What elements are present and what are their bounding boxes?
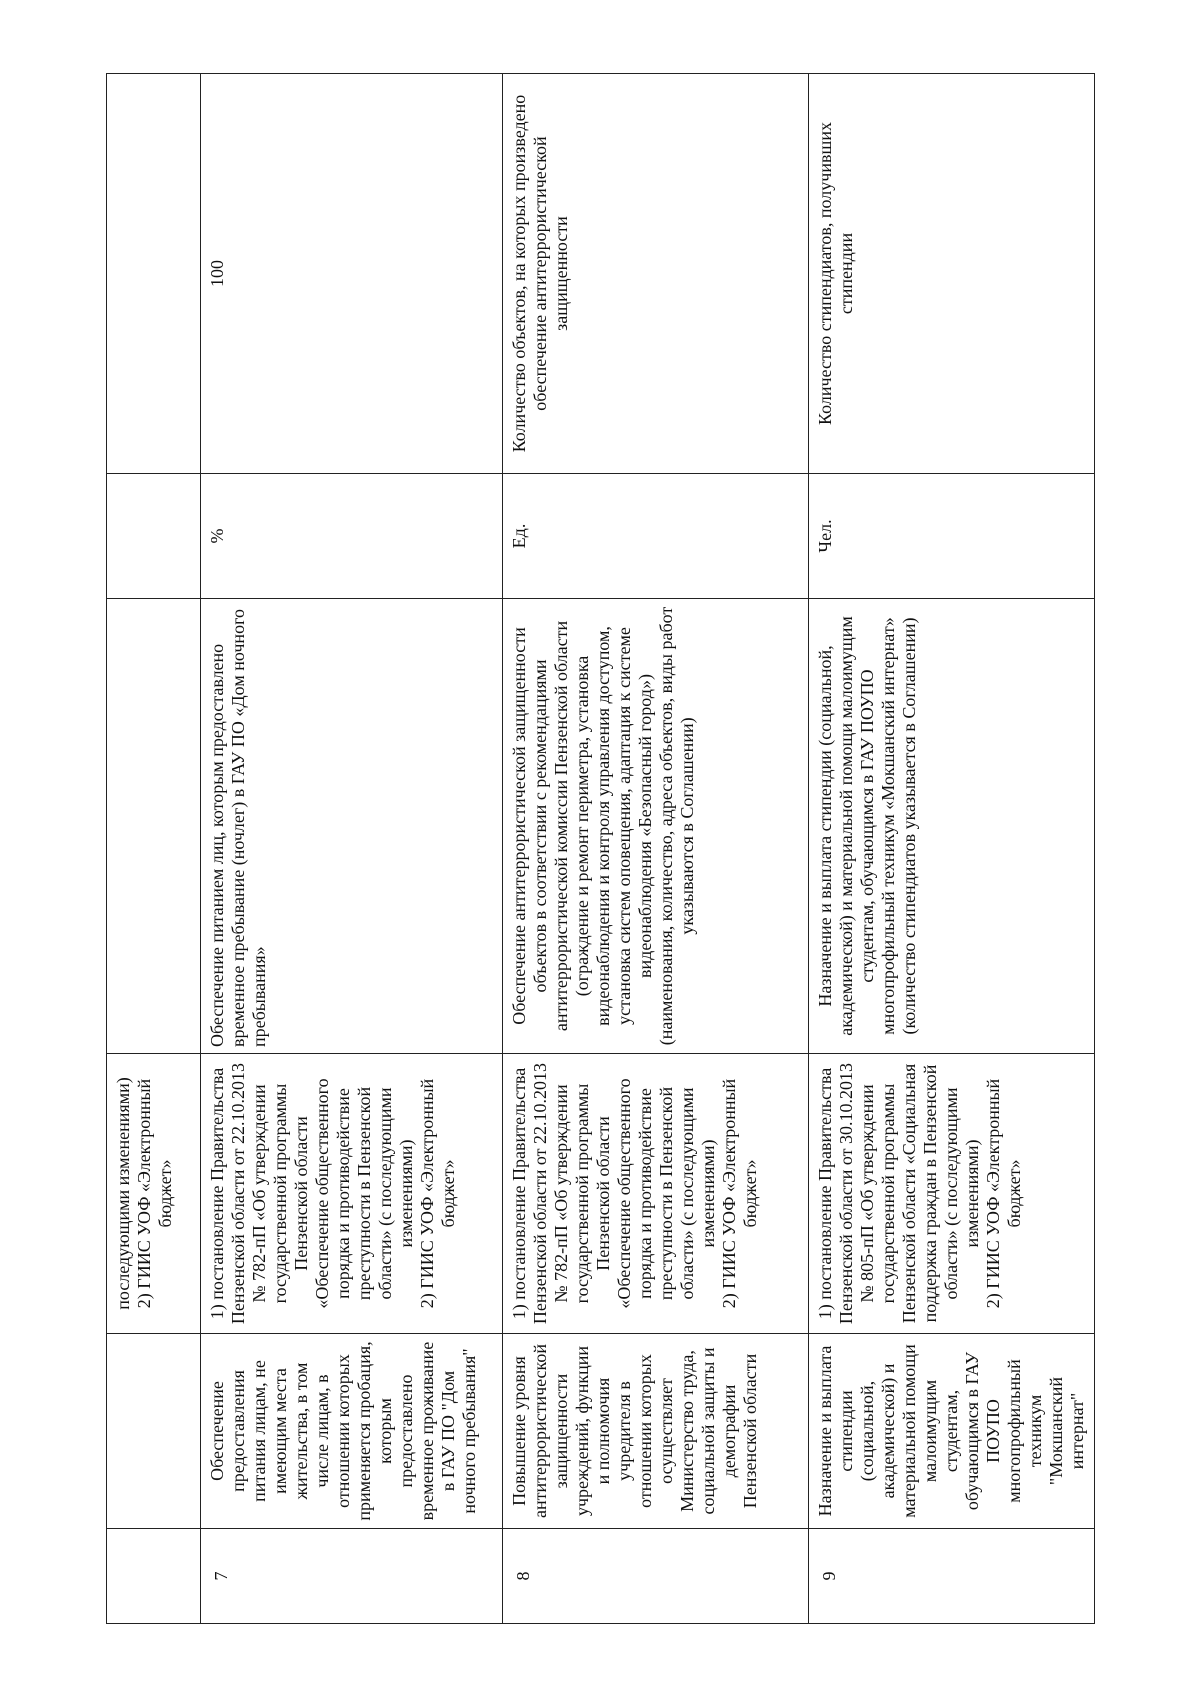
indicator-value-cell: 100 (201, 74, 503, 474)
description-text: Обеспечение антитеррористической защищенности объектов в соответствии с рекомендациями антитеррористической комиссии Пензенской области (ограждение и ремонт периметра, установка видеонаблюдения и контроля управления доступом, установка систем оповещения, адаптация к системе видеонаблюдения «Безопасный город») (наименования, количество, адреса объектов, виды работ указываются в Соглашении) (509, 606, 697, 1046)
measure-name-cell (107, 1334, 201, 1529)
legal-basis-cell (107, 1054, 201, 1334)
legal-basis-cell (809, 1054, 1095, 1334)
row-number-cell: 9 (809, 1529, 1095, 1624)
description-cell (503, 599, 809, 1054)
table-row (503, 74, 809, 1624)
unit-cell: Ед. (503, 474, 809, 599)
row-number-cell: 8 (503, 1529, 809, 1624)
unit-cell: Чел. (809, 474, 1095, 599)
legal-basis-text: 1) постановление Правительства Пензенской области от 30.10.2013 № 805-пП «Об утверждении государственной программы Пензенской области «Социальная поддержка граждан в Пензенской области» (с последующими изменениями) 2) ГИИС УОФ «Электронный бюджет» (815, 1062, 1024, 1325)
table-row (201, 74, 503, 1624)
table-row (107, 74, 201, 1624)
measure-name-cell: Обеспечение предоставления питания лицам, не имеющим места жительства, в том числе лицам, в отношении которых применяется пробация, которым предоставлено временное проживание в ГАУ ПО "Дом ночного пребывания" (201, 1334, 503, 1529)
program-measures-table (106, 73, 1095, 1624)
description-cell: Назначение и выплата стипендии (социальной, академической) и материальной помощи малоимущим студентам, обучающимся в ГАУ ПОУПО многопрофильный техникум «Мокшанский интернат» (количество стипендиатов указывается в Соглашении) (809, 599, 1095, 1054)
unit-cell (107, 474, 201, 599)
measure-name-cell: Назначение и выплата стипендии (социальной, академической) и материальной помощи малоимущим студентам, обучающимся в ГАУ ПОУПО многопрофильный техникум "Мокшанский интернат" (809, 1334, 1095, 1529)
indicator-value-cell: Количество объектов, на которых произведено обеспечение антитеррористической защищенности (503, 74, 809, 474)
indicator-value-cell (107, 74, 201, 474)
legal-basis-text: 1) постановление Правительства Пензенской области от 22.10.2013 № 782-пП «Об утверждении государственной программы Пензенской области «Обеспечение общественного порядка и противодействие преступности в Пензенской области» (с последующими изменениями) 2) ГИИС УОФ «Электронный бюджет» (509, 1062, 760, 1325)
description-cell: Обеспечение питанием лиц, которым предоставлено временное пребывание (ночлег) в ГАУ ПО «Дом ночного пребывания» (201, 599, 503, 1054)
legal-basis-cell (201, 1054, 503, 1334)
legal-basis-text: последующими изменениями) 2) ГИИС УОФ «Электронный бюджет» (113, 1077, 175, 1310)
measure-name-cell: Повышение уровня антитеррористической защищенности учреждений, функции и полномочия учредителя в отношении которых осуществляет Министерство труда, социальной защиты и демографии Пензенской области (503, 1334, 809, 1529)
legal-basis-text: 1) постановление Правительства Пензенской области от 22.10.2013 № 782-пП «Об утверждении государственной программы Пензенской области «Обеспечение общественного порядка и противодействие преступности в Пензенской области» (с последующими изменениями) 2) ГИИС УОФ «Электронный бюджет» (207, 1062, 458, 1325)
unit-cell: % (201, 474, 503, 599)
indicator-value-cell: Количество стипендиатов, получивших стипендии (809, 74, 1095, 474)
description-cell (107, 599, 201, 1054)
row-number-cell (107, 1529, 201, 1624)
rotated-table-page (106, 74, 1094, 1624)
legal-basis-cell (503, 1054, 809, 1334)
table-row (809, 74, 1095, 1624)
row-number-cell: 7 (201, 1529, 503, 1624)
